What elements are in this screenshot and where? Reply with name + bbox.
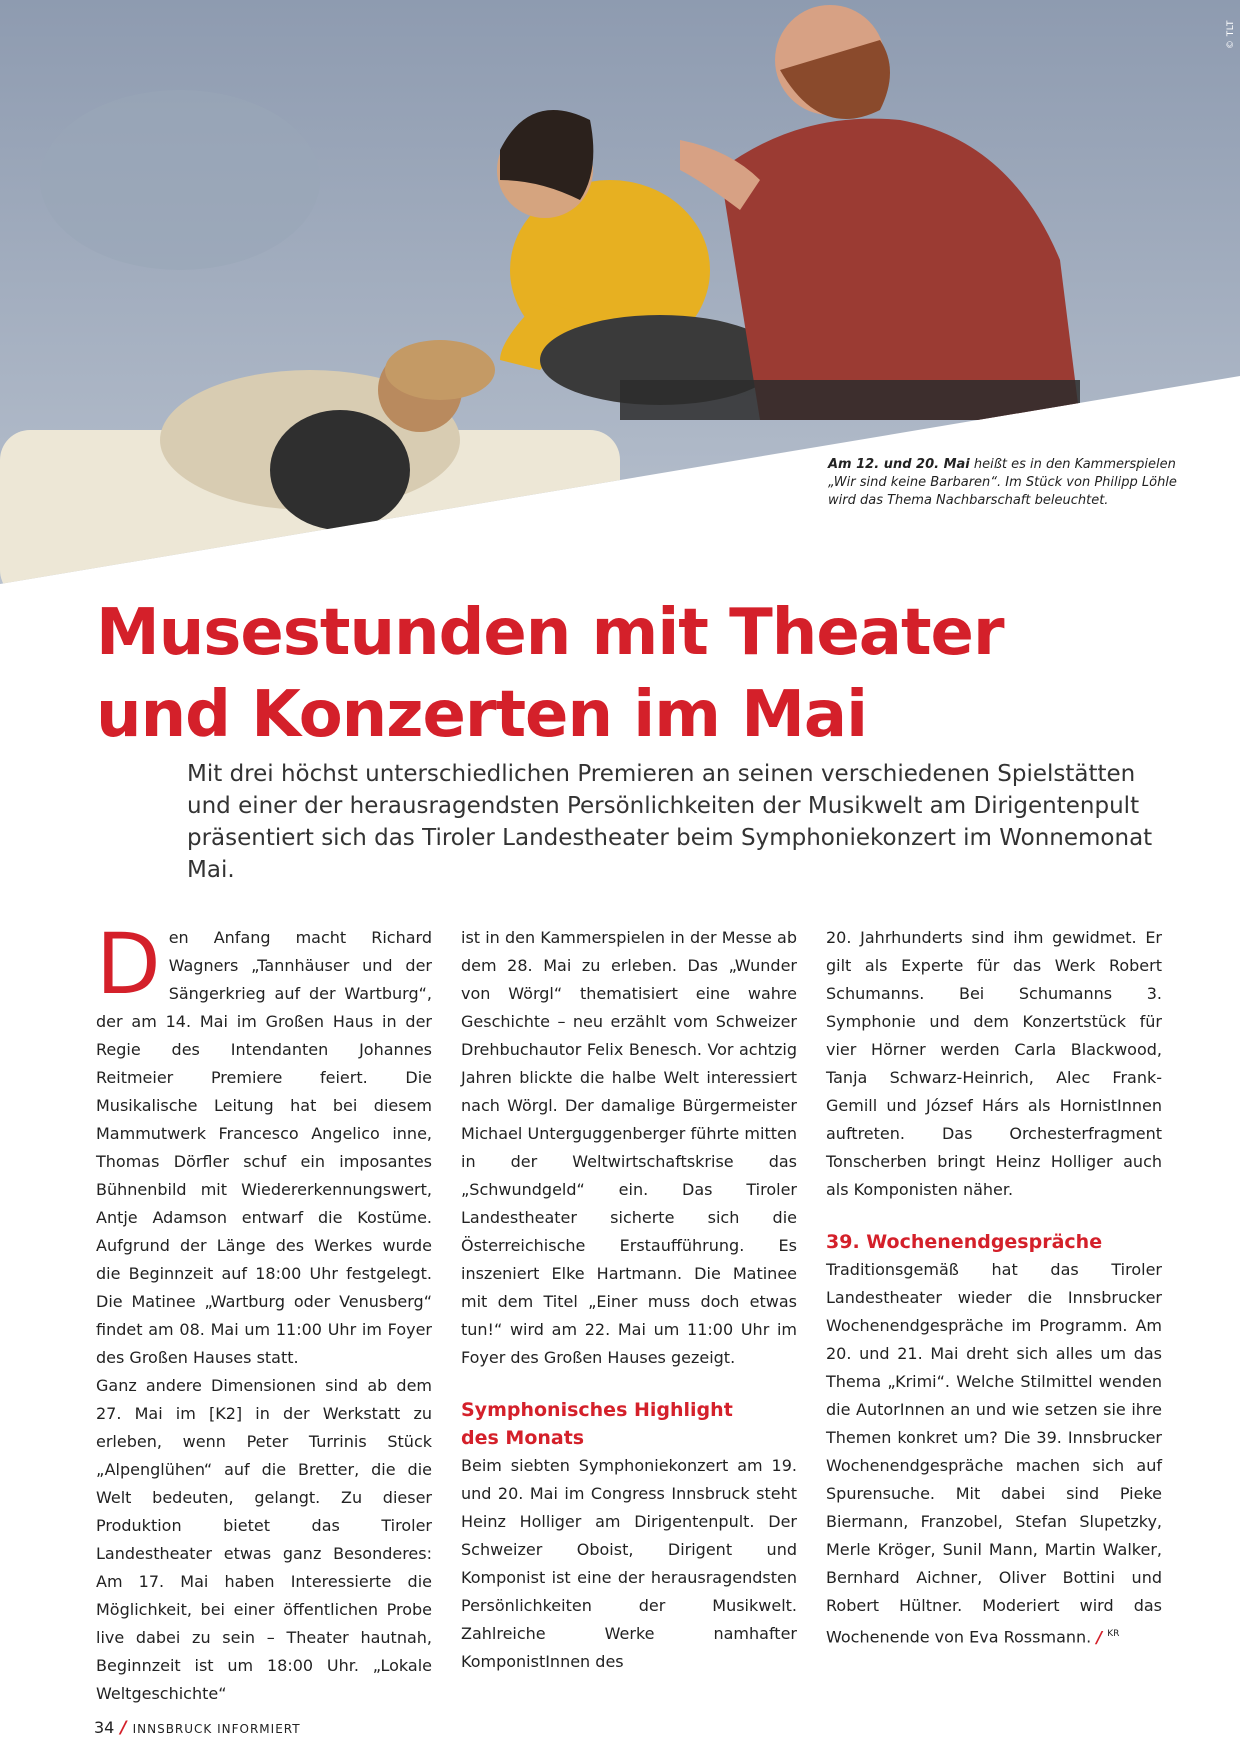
page-footer [94,1718,301,1738]
dropcap: D [96,915,161,1013]
end-mark: / [1096,1627,1103,1647]
subhead-symphonisches [461,1396,797,1452]
publication-name: INNSBRUCK INFORMIERT [132,1722,301,1736]
subhead-line-1: Symphonisches Highlight [461,1399,733,1421]
col3-paragraph-2 [826,1256,1162,1651]
photo-caption [828,456,1188,510]
theater-photo [0,0,1240,600]
subhead-line-2: des Monats [461,1427,585,1449]
page-number: 34 [94,1718,115,1737]
photo-credit: © TLT [1226,20,1236,50]
subhead-wochenendgespraeche: 39. Wochenendgespräche [826,1231,1103,1253]
article-lead: Mit drei höchst unterschiedlichen Premieren an seinen verschiedenen Spielstätten und einer der herausragendsten Persönlichkeiten der Musikwelt am Dirigentenpult präsentiert sich das Tiroler Landestheater beim Symphoniekonzert im Wonnemonat Mai. [187,761,1153,883]
col1-paragraph-2: Ganz andere Dimensionen sind ab dem 27. Mai im [K2] in der Werkstatt zu erleben, wenn Peter Turrinis Stück „Alpenglühen“ auf die Bretter, die die Welt bedeuten, gelangt. Zu dieser Produktion bietet das Tiroler Landestheater etwas ganz Besonderes: Am 17. Mai haben Interessierte die Möglichkeit, bei einer öffentlichen Probe live dabei zu sein – Theater hautnah, Beginnzeit ist um 18:00 Uhr. „Lokale Weltgeschichte“ [96,1376,432,1703]
footer-separator: / [120,1718,127,1738]
col1-paragraph-1 [96,915,432,1372]
author-signature: KR [1107,1629,1120,1639]
caption-dates: Am 12. und 20. Mai [828,457,970,472]
col3-p2-text: Traditionsgemäß hat das Tiroler Landestheater wieder die Innsbrucker Wochenendgespräche im Programm. Am 20. und 21. Mai dreht sich alles um das Thema „Krimi“. Welche Stilmittel wenden die AutorInnen an und wie setzen sie ihre Themen konkret um? Die 39. Innsbrucker Wochenendgespräche machen sich auf Spurensuche. Mit dabei sind Pieke Biermann, Franzobel, Stefan Slupetzky, Merle Kröger, Sunil Mann, Martin Walker, Bernhard Aichner, Oliver Bottini und Robert Hültner. Moderiert wird das Wochenende von Eva Rossmann. [826,1260,1162,1647]
col3-paragraph-1: 20. Jahrhunderts sind ihm gewidmet. Er gilt als Experte für das Werk Robert Schumanns. Bei Schumanns 3. Symphonie und dem Konzertstück für vier Hörner werden Carla Blackwood, Tanja Schwarz-Heinrich, Alec Frank-Gemill und József Hárs als HornistInnen auftreten. Das Orchesterfragment Tonscherben bringt Heinz Holliger auch als Komponisten näher. [826,928,1162,1199]
col2-paragraph-2: Beim siebten Symphoniekonzert am 19. und 20. Mai im Congress Innsbruck steht Heinz Holliger am Dirigentenpult. Der Schweizer Oboist, Dirigent und Komponist ist eine der herausragendsten Persönlichkeiten der Musikwelt. Zahlreiche Werke namhafter KomponistInnen des [461,1456,797,1671]
article-photo [0,0,1240,600]
column-3 [826,924,1162,1651]
col1-p1-text: en Anfang macht Richard Wagners „Tannhäuser und der Sängerkrieg auf der Wartburg“, der am 14. Mai im Großen Haus in der Regie des Intendanten Johannes Reitmeier Premiere feiert. Die Musikalische Leitung hat bei diesem Mammutwerk Francesco Angelico inne, Thomas Dörfler schuf ein imposantes Bühnenbild mit Wiedererkennungswert, Antje Adamson entwarf die Kostüme. Aufgrund der Länge des Werkes wurde die Beginnzeit auf 18:00 Uhr festgelegt. Die Matinee „Wartburg oder Venusberg“ findet am 08. Mai um 11:00 Uhr im Foyer des Großen Hauses statt. [96,928,432,1367]
article-title [96,592,1004,756]
title-line-2: und Konzerten im Mai [96,678,867,752]
col2-paragraph-1: ist in den Kammerspielen in der Messe ab dem 28. Mai zu erleben. Das „Wunder von Wörgl“ thematisiert eine wahre Geschichte – neu erzählt vom Schweizer Drehbuchautor Felix Benesch. Vor achtzig Jahren blickte die halbe Welt interessiert nach Wörgl. Der damalige Bürgermeister Michael Unterguggenberger führte mitten in der Weltwirtschaftskrise das „Schwundgeld“ ein. Das Tiroler Landestheater sicherte sich die Österreichische Erstaufführung. Es inszeniert Elke Hartmann. Die Matinee mit dem Titel „Einer muss doch etwas tun!“ wird am 22. Mai um 11:00 Uhr im Foyer des Großen Hauses gezeigt. [461,928,797,1367]
column-2 [461,924,797,1676]
column-1 [96,915,432,1708]
caption-text: heißt es in den Kammerspielen „Wir sind keine Barbaren“. Im Stück von Philipp Löhle wird das Thema Nachbarschaft beleuchtet. [828,457,1177,508]
title-line-1: Musestunden mit Theater [96,596,1004,670]
